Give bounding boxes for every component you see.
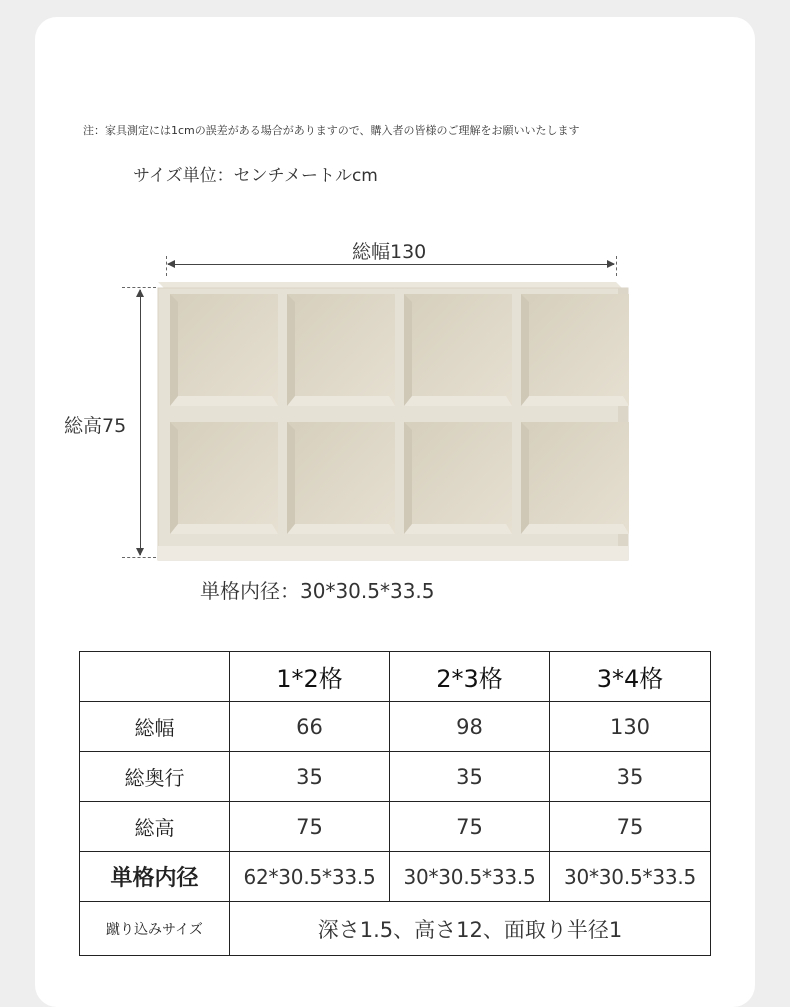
shelf-cell-side bbox=[170, 422, 178, 534]
total-width-label: 総幅130 bbox=[352, 241, 427, 263]
shelf-cell bbox=[170, 422, 278, 534]
arrow-right-icon bbox=[607, 260, 615, 268]
shelf-cell bbox=[404, 294, 512, 406]
row-label-depth: 総奥行 bbox=[80, 752, 230, 802]
size-spec-table bbox=[79, 651, 711, 956]
shelf-cell-floor bbox=[287, 396, 395, 406]
shelf-cell-floor bbox=[287, 524, 395, 534]
arrow-left-icon bbox=[167, 260, 175, 268]
shelf-cell-side bbox=[521, 422, 529, 534]
table-cell: 75 bbox=[550, 802, 711, 852]
table-cell: 35 bbox=[550, 752, 711, 802]
shelf-cell bbox=[521, 294, 629, 406]
shelf-cell bbox=[287, 422, 395, 534]
kick-size-value: 深さ1.5、高さ12、面取り半径1 bbox=[230, 902, 711, 956]
row-label-height: 総高 bbox=[80, 802, 230, 852]
shelf-cell-side bbox=[287, 294, 295, 406]
shelf-illustration bbox=[150, 272, 630, 562]
column-2x3: 2*3格 bbox=[390, 652, 550, 702]
shelf-cell bbox=[287, 294, 395, 406]
table-cell: 75 bbox=[390, 802, 550, 852]
shelf-cell-floor bbox=[404, 396, 512, 406]
table-header-row bbox=[80, 652, 711, 702]
shelf-cell-floor bbox=[170, 524, 278, 534]
total-height-label: 総高75 bbox=[64, 415, 127, 437]
shelf-cell-floor bbox=[404, 524, 512, 534]
table-row-depth bbox=[80, 752, 711, 802]
shelf-cell-side bbox=[287, 422, 295, 534]
measurement-note: 注：家具測定には1cmの誤差がある場合がありますので、購入者の皆様のご理解をお願いいたします bbox=[83, 124, 580, 137]
table-cell: 98 bbox=[390, 702, 550, 752]
table-cell: 130 bbox=[550, 702, 711, 752]
table-cell: 35 bbox=[230, 752, 390, 802]
table-cell: 62*30.5*33.5 bbox=[230, 852, 390, 902]
shelf-cell-floor bbox=[521, 524, 629, 534]
shelf-cell bbox=[521, 422, 629, 534]
shelf-plinth bbox=[158, 546, 628, 560]
arrow-down-icon bbox=[136, 548, 144, 556]
row-label-inner-size: 単格内径 bbox=[80, 852, 230, 902]
table-row-kick bbox=[80, 902, 711, 956]
shelf-cell bbox=[404, 422, 512, 534]
shelf-cell-side bbox=[404, 422, 412, 534]
table-row-width bbox=[80, 702, 711, 752]
width-dimension-line bbox=[168, 264, 614, 265]
column-3x4: 3*4格 bbox=[550, 652, 711, 702]
shelf-cell-floor bbox=[521, 396, 629, 406]
table-cell: 75 bbox=[230, 802, 390, 852]
column-1x2: 1*2格 bbox=[230, 652, 390, 702]
table-corner bbox=[80, 652, 230, 702]
table-cell: 30*30.5*33.5 bbox=[390, 852, 550, 902]
arrow-up-icon bbox=[136, 289, 144, 297]
table-row-height bbox=[80, 802, 711, 852]
height-dimension-line bbox=[140, 290, 141, 555]
shelf-cell-side bbox=[404, 294, 412, 406]
row-label-kick: 蹴り込みサイズ bbox=[80, 902, 230, 956]
size-unit-label: サイズ単位：センチメートルcm bbox=[133, 166, 378, 186]
inner-cell-size-label: 単格内径：30*30.5*33.5 bbox=[200, 579, 435, 603]
shelf-cell bbox=[170, 294, 278, 406]
table-cell: 66 bbox=[230, 702, 390, 752]
shelf-cell-floor bbox=[170, 396, 278, 406]
shelf-cell-side bbox=[521, 294, 529, 406]
table-row-inner-size bbox=[80, 852, 711, 902]
shelf-cell-side bbox=[170, 294, 178, 406]
table-cell: 35 bbox=[390, 752, 550, 802]
table-cell: 30*30.5*33.5 bbox=[550, 852, 711, 902]
row-label-width: 総幅 bbox=[80, 702, 230, 752]
